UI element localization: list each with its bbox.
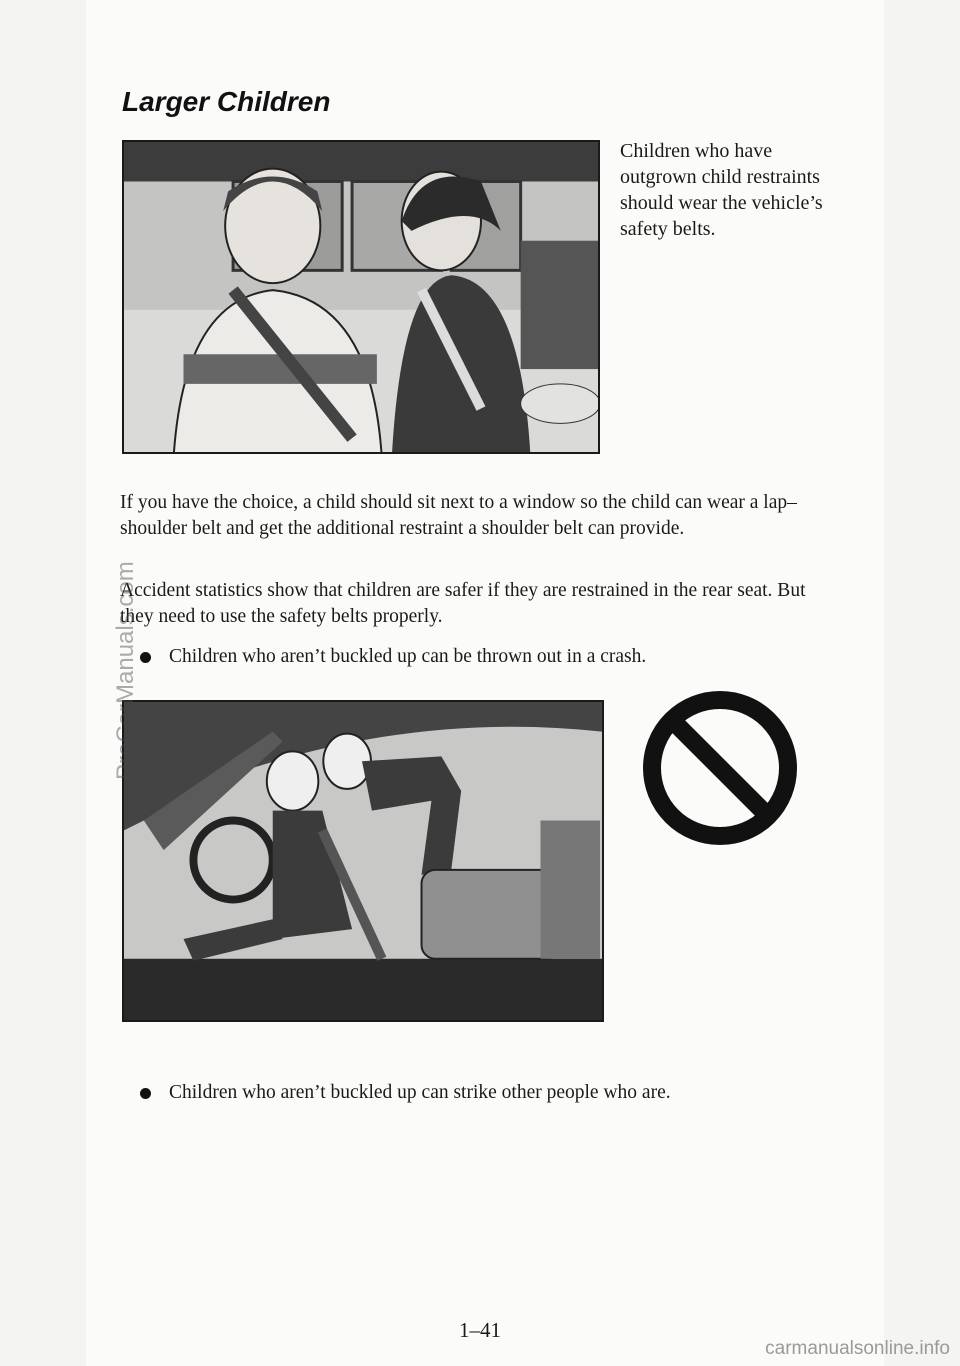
site-credit: carmanualsonline.info xyxy=(765,1338,950,1359)
page-number: 1–41 xyxy=(459,1318,501,1342)
watermark-text: ProCarManuals.com xyxy=(112,561,139,780)
side-caption: Children who have outgrown child restraints should wear the vehicle’s safety belts. xyxy=(620,140,823,240)
bullet-icon xyxy=(140,1088,151,1099)
bullet-text: Children who aren’t buckled up can be thrown out in a crash. xyxy=(169,646,647,667)
bullet-item xyxy=(140,644,840,670)
illustration-unbelted-occupants xyxy=(122,700,604,1022)
illustration-children-wearing-belts xyxy=(122,140,600,454)
prohibition-icon xyxy=(640,688,800,848)
bullet-text: Children who aren’t buckled up can strike other people who are. xyxy=(169,1082,671,1103)
paragraph-rear-seat: Accident statistics show that children are safer if they are restrained in the rear seat. But they need to use the safety belts properly. xyxy=(120,580,806,627)
paragraph-window-seat: If you have the choice, a child should sit next to a window so the child can wear a lap–shoulder belt and get the additional restraint a shoulder belt can provide. xyxy=(120,492,797,539)
bullet-item xyxy=(140,1080,840,1106)
watermark xyxy=(112,560,144,780)
section-heading: Larger Children xyxy=(122,86,331,117)
